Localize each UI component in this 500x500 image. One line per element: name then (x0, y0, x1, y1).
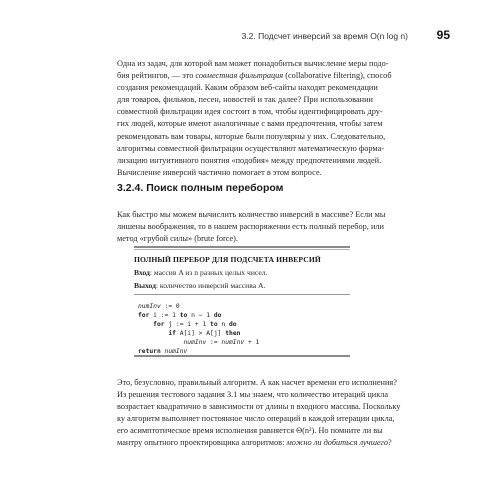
code-line: for i := 1 to n − 1 do (138, 312, 222, 319)
emphasis-text: совместная фильтрация (195, 71, 284, 81)
text-line: возрастает квадратично в зависимости от длины n входного массива. Поскольку (117, 402, 401, 412)
code-keyword: to (210, 321, 218, 328)
text-line: ку алгоритм выполняет постоянное число операций в каждой итерации цикла, (117, 414, 395, 424)
algorithm-top-rule (134, 246, 350, 248)
algorithm-bottom-rule (134, 355, 350, 357)
algorithm-input (134, 268, 267, 277)
text-line: для товаров, фильмов, песен, новостей и так далее? При использовании (117, 95, 373, 105)
algorithm-input-label: Вход (134, 268, 150, 277)
code-keyword: to (179, 312, 188, 319)
paragraph-running-time (117, 377, 401, 450)
code-line: numInv := 0 (138, 303, 180, 310)
text-line: Это, безусловно, правильный алгоритм. А как насчет времени его исполнения? (117, 378, 397, 387)
code-variable: numInv (183, 339, 207, 346)
algorithm-title: ПОЛНЫЙ ПЕРЕБОР ДЛЯ ПОДСЧЕТА ИНВЕРСИЙ (134, 255, 321, 264)
paragraph-brute-force-intro (117, 209, 386, 245)
code-line: if A[i] > A[j] then (168, 330, 241, 337)
code-line: numInv := numInv + 1 (183, 339, 260, 346)
algorithm-input-text: : массив A из n разных целых чисел. (149, 268, 268, 277)
code-line: for j := i + 1 to n do (153, 321, 237, 328)
text-line: его асимптотическое время исполнения равняется Θ(n²). Но помните ли вы (117, 426, 383, 436)
text-line: Вычисление инверсий частично помогает в этом вопросе. (117, 167, 322, 177)
running-title: 3.2. Подсчет инверсий за время O(n log n) (241, 31, 408, 41)
code-keyword: if (168, 330, 176, 337)
code-keyword: return (138, 348, 161, 355)
algorithm-divider (134, 294, 350, 295)
text-line: совместной фильтрации идея состоит в том, чтобы идентифицировать дру- (117, 107, 383, 117)
text-line: алгоритмы совместной фильтрации осуществляют математическую форма- (117, 143, 385, 153)
text-line: бия рейтингов, — это совместная фильтрация (collaborative filtering), способ (117, 71, 392, 81)
text-line: лизацию интуитивного понятия «подобия» между предпочтениями людей. (117, 155, 382, 165)
emphasis-text: можно ли добиться лучшего (286, 438, 389, 448)
section-heading: 3.2.4. Поиск полным перебором (117, 182, 284, 194)
algorithm-output-label: Выход (134, 281, 156, 290)
code-variable: numInv (138, 303, 161, 310)
text-line: гих людей, которые имеют аналогичные с вами предпочтения, чтобы затем (117, 119, 383, 129)
text-line: создания рекомендаций. Каким образом веб-сайты находят рекомендации (117, 83, 378, 93)
code-keyword: for (138, 312, 150, 319)
code-keyword: then (225, 330, 241, 337)
paragraph-collaborative-filtering (117, 58, 392, 179)
page-number: 95 (436, 28, 450, 42)
text-line: мантру опытного проектировщика алгоритмов: можно ли добиться лучшего? (117, 438, 392, 448)
running-head (60, 28, 450, 44)
algorithm-box (134, 246, 350, 358)
text-line: метод «грубой силы» (brute force). (117, 234, 238, 244)
algorithm-top-rule-thin (134, 249, 350, 250)
code-variable: numInv (221, 339, 245, 346)
algorithm-output-text: : количество инверсий массива A. (155, 281, 266, 290)
code-variable: numInv (164, 348, 188, 355)
text-line: лишены воображения, то в нашем распоряжении есть полный перебор, или (117, 222, 384, 232)
code-keyword: do (229, 321, 237, 328)
algorithm-output (134, 281, 265, 290)
code-keyword: do (213, 312, 222, 319)
text-line: Из решения тестового задания 3.1 мы знаем, что количество итераций цикла (117, 390, 389, 400)
pseudocode (138, 302, 259, 356)
text-line: Как быстро мы можем вычислить количество инверсий в массиве? Если мы (117, 210, 386, 219)
text-line: Одна из задач, для которой вам может понадобиться вычисление меры подо- (117, 59, 389, 68)
text-line: рекомендовать вам товары, которые были популярны у них. Следовательно, (117, 131, 386, 141)
code-keyword: for (153, 321, 165, 328)
